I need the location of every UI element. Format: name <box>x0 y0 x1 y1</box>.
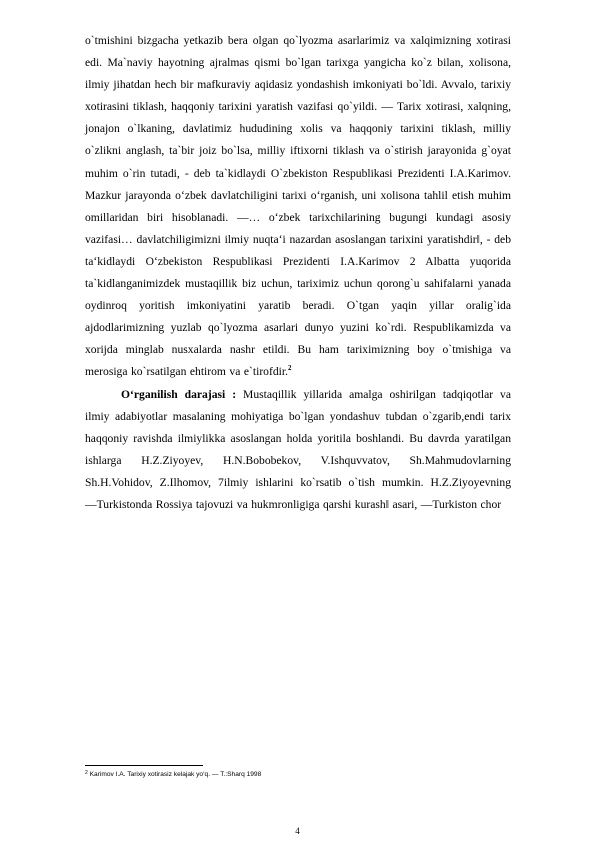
paragraph-1 <box>85 30 511 384</box>
paragraph-1-text: o`tmishini bizgacha yetkazib bera olgan qo`lyozma asarlarimiz va xalqimizning xotirasi edi. Ma`naviy hayotning ajralmas qismi bo`lgan tarixga yangicha ko`z bilan, xolisona, ilmiy jihatdan hech bir mafkuraviy aqidasiz yondashish imkoniyati bo`ldi. Avvalo, tarixiy xotirasini tiklash, haqqoniy tarixini yaratish vazifasi qo`yildi. ― Tarix xotirasi, xalqning, jonajon o`lkaning, davlatimiz hududining xolis va haqqoniy tarixini tiklash, milliy o`zlikni anglash, ta`bir joiz bo`lsa, milliy iftixorni tiklash va o`stirish jarayonida g`oyat muhim o`rin tutadi, - deb ta`kidlaydi O`zbekiston Respublikasi Prezidenti I.A.Karimov. Mazkur jarayonda o‘zbek davlatchiligini tarixi o‘rganish, uni xolisona tahlil etish muhim omillaridan biri hisoblanadi. ―… o‘zbek tarixchilarining bugungi kundagi asosiy vazifasi… davlatchiligimizni ilmiy nuqta‘i nazardan asoslangan tarixini yaratishdir‖, - deb ta‘kidlaydi O‘zbekiston Respublikasi Prezidenti I.A.Karimov 2 Albatta yuqorida ta`kidlanganimizdek mustaqillik biz uchun, tariximiz uchun qorong`u sahifalarni yanada oydinroq yoritish imkoniyatini yaratib beradi. O`tgan yaqin yillar oralig`ida ajdodlarimizning yuzlab qo`lyozma asarlari dunyo yuzini ko`rdi. Respublikamizda va xorijda minglab nusxalarda nashr etildi. Bu ham tariximizning boy o`tmishiga va merosiga ko`rsatilgan ehtirom va e`tirofdir. <box>85 34 511 379</box>
footnote-reference[interactable]: 2 <box>287 364 292 373</box>
paragraph-2 <box>85 384 511 517</box>
footnote <box>85 770 511 779</box>
section-label: O‘rganilish darajasi : <box>121 387 237 401</box>
footnote-text: Karimov I.A. Tarixiy xotirasiz kelajak yo‘q. ― T.:Sharq 1998 <box>89 771 262 778</box>
page-number: 4 <box>295 826 300 836</box>
footnote-number: 2 <box>85 770 88 776</box>
footnote-separator <box>85 765 203 766</box>
body-text <box>85 30 511 516</box>
paragraph-2-text: Mustaqillik yillarida amalga oshirilgan tadqiqotlar va ilmiy adabiyotlar masalaning mohiyatiga bo`lgan yondashuv tubdan o`zgarib,endi tarix haqqoniy ravishda ilmiylikka asoslangan holda yoritila boshlandi. Bu davrda yaratilgan ishlarga H.Z.Ziyoyev, H.N.Bobobekov, V.Ishquvvatov, Sh.Mahmudovlarning Sh.H.Vohidov, Z.Ilhomov, 7ilmiy ishlarini ko`rsatib o`tish mumkin. H.Z.Ziyoyevning ―Turkistonda Rossiya tajovuzi va hukmronligiga qarshi kurash‖ asari, ―Turkiston chor <box>85 387 511 511</box>
